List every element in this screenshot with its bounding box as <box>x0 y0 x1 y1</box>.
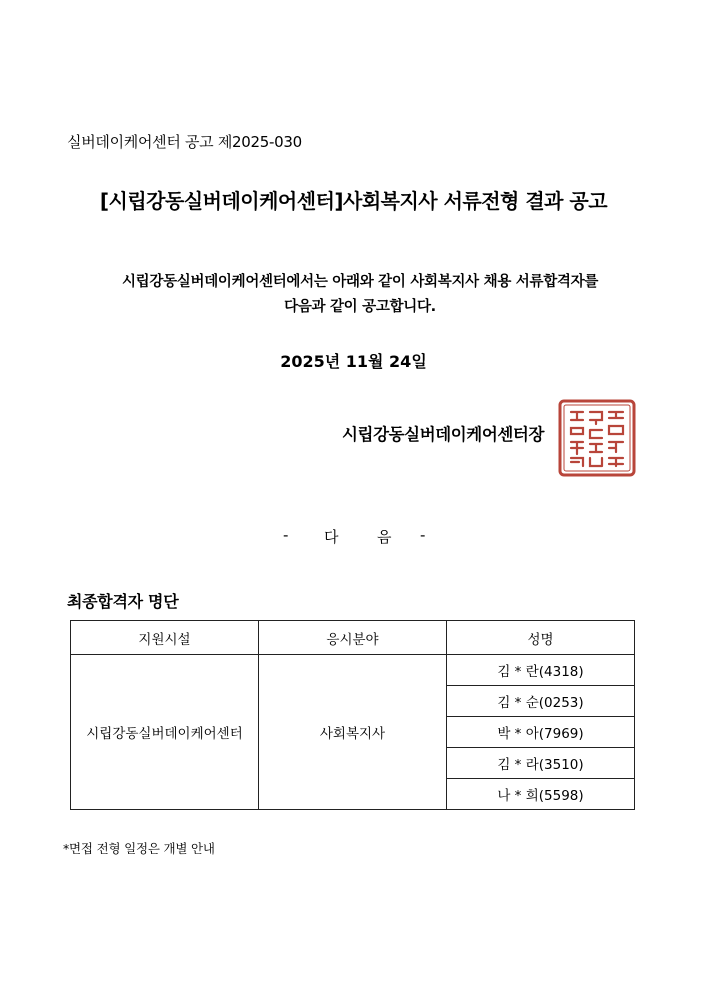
facility-cell: 시립강동실버데이케어센터 <box>71 655 259 810</box>
finalist-table <box>70 620 635 810</box>
seal-icon <box>557 398 637 478</box>
announcement-line-1: 시립강동실버데이케어센터에서는 아래와 같이 사회복지사 채용 서류합격자를 <box>121 274 599 290</box>
candidate-name: 박 * 아(7969) <box>447 717 635 748</box>
marker-char-eum: 음 <box>377 528 392 546</box>
field-cell: 사회복지사 <box>259 655 447 810</box>
section-heading: 최종합격자 명단 <box>67 592 179 611</box>
document-title: [시립강동실버데이케어센터]사회복지사 서류전형 결과 공고 <box>99 189 608 213</box>
official-seal-stamp <box>557 398 637 478</box>
table-row <box>71 655 635 686</box>
candidate-name: 김 * 순(0253) <box>447 686 635 717</box>
notice-number: 실버데이케어센터 공고 제2025-030 <box>67 133 302 151</box>
announcement-line-2: 다음과 같이 공고합니다. <box>284 299 436 315</box>
candidate-name: 김 * 라(3510) <box>447 748 635 779</box>
candidate-name: 김 * 란(4318) <box>447 655 635 686</box>
dash-right: - <box>420 526 426 544</box>
announcement-date: 2025년 11월 24일 <box>280 352 427 371</box>
candidate-name: 나 * 희(5598) <box>447 779 635 810</box>
announcement-body <box>60 270 660 320</box>
table-header-row <box>71 621 635 655</box>
header-field: 응시분야 <box>259 621 447 655</box>
marker-char-da: 다 <box>324 528 339 546</box>
dash-left: - <box>283 526 289 544</box>
header-facility: 지원시설 <box>71 621 259 655</box>
footnote: *면접 전형 일정은 개별 안내 <box>63 841 215 856</box>
header-name: 성명 <box>447 621 635 655</box>
issuer-name: 시립강동실버데이케어센터장 <box>342 425 545 444</box>
